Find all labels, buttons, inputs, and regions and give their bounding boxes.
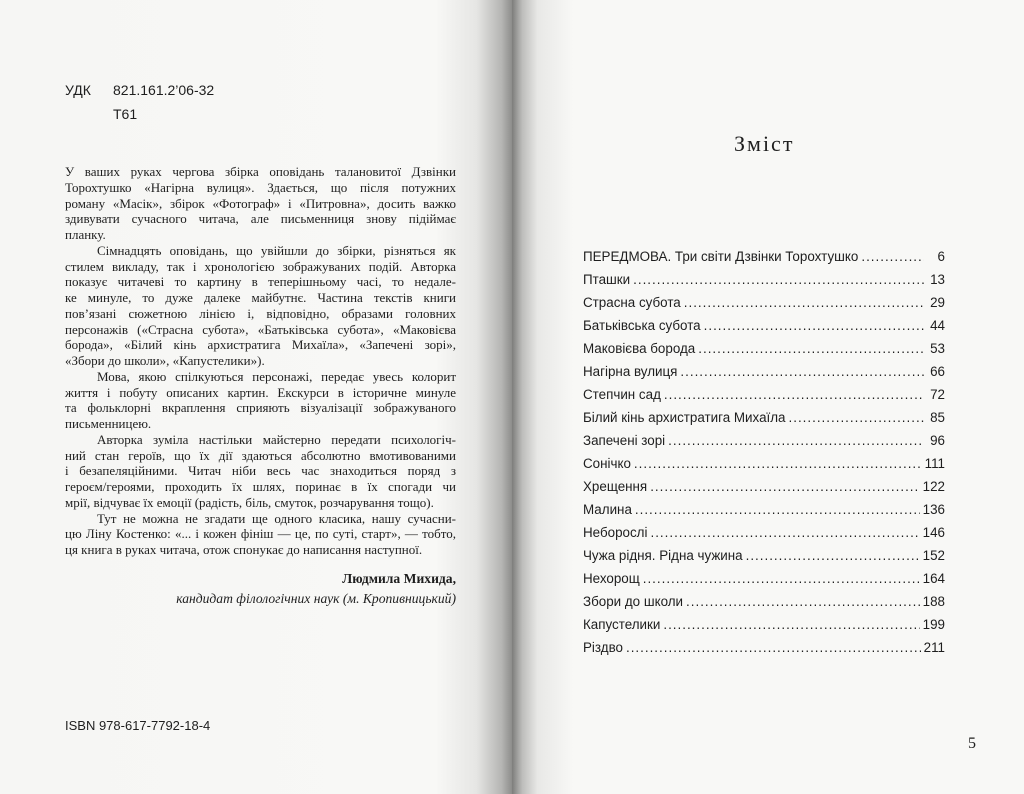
paragraph-line: планку. [65,227,106,242]
signature [176,569,456,609]
paragraph-line: героєм/героями, проходить їх шлях, поринає в їх спогади чи [65,479,456,494]
paragraph-line: Сімнадцять оповідань, що увійшли до збірки, різняться як [97,242,456,258]
toc-entry-title: Нехорощ [583,571,640,586]
toc-leader-dots [634,456,922,471]
toc-leader-dots [686,594,920,609]
paragraph-line: та фольклорні вкраплення сприяють візуалізації зображуваного [65,400,456,416]
udk-value: 821.161.2’06-32 [113,82,215,98]
toc-entry [583,272,945,295]
toc-entry-page: 199 [922,617,945,632]
toc-entry [583,410,945,433]
toc-entry-page: 152 [922,548,945,563]
annotation-text [65,164,456,558]
paragraph-line: пов’язані сюжетною лінією і, відповідно, образами головних [65,305,456,321]
toc-entry-title: Запечені зорі [583,433,666,448]
toc-entry-title: Збори до школи [583,594,684,609]
toc-leader-dots [650,479,919,494]
toc-entry-title: Малина [583,502,632,517]
toc-entry [583,295,945,318]
toc-entry-title: Чужа рідня. Рідна чужина [583,548,743,563]
paragraph-line: мрії, відчуває їх емоції (радість, біль, смуток, розчарування тощо). [65,494,434,510]
toc-entry [583,502,945,525]
toc-entry-title: Пташки [583,272,631,287]
toc-entry-page: 44 [930,318,945,333]
paragraph-line: Авторка зуміла настільки майстерно передати психологіч- [97,431,456,447]
toc-entry-title: Капустелики [583,617,661,632]
paragraph-line: ний стан героїв, що їх дії здаються абсолютно вмотивованими [65,447,456,463]
toc-entry-page: 53 [930,341,945,356]
toc-entry [583,364,945,387]
toc-entry-page: 85 [930,410,945,425]
toc-leader-dots [643,571,920,586]
toc-entry [583,617,945,640]
paragraph-line: борода», «Білий кінь архистратига Михаїла», «Запечені зорі», [65,337,456,353]
toc-entry-page: 188 [922,594,945,609]
toc-entry [583,387,945,410]
toc-entry-title: Маковієва борода [583,341,696,356]
toc-leader-dots [663,617,919,632]
paragraph-line: і безапеляційними. Читач ніби весь час знаходиться поряд з [65,463,456,479]
toc-entry [583,433,945,456]
page-number: 5 [968,735,976,752]
toc-entry [583,594,945,617]
toc-leader-dots [861,249,924,264]
toc-entry-title: Батьківська субота [583,318,701,333]
toc-entry-page: 13 [930,272,945,287]
udk-block [65,78,214,126]
toc-entry [583,249,945,272]
isbn: ISBN 978-617-7792-18-4 [65,718,211,733]
toc-leader-dots [664,387,924,402]
toc-entry-page: 136 [922,502,945,517]
toc-leader-dots [680,364,924,379]
toc-entry-page: 164 [922,571,945,586]
toc-entry-page: 66 [930,364,945,379]
paragraph-line: Мова, якою спілкуються персонажі, передає увесь колорит [97,368,456,384]
toc-leader-dots [684,295,924,310]
toc-entry-title: Сонічко [583,456,631,471]
toc-entry [583,548,945,571]
toc-entry-title: Нагірна вулиця [583,364,678,379]
toc-entry [583,571,945,594]
toc-entry-title: Степчин сад [583,387,661,402]
table-of-contents [583,249,945,663]
toc-entry-page: 96 [930,433,945,448]
toc-entry [583,318,945,341]
toc-entry-page: 211 [923,640,945,655]
toc-entry-page: 72 [930,387,945,402]
toc-entry-title: Білий кінь архистратига Михаїла [583,410,786,425]
toc-leader-dots [633,272,924,287]
toc-entry-title: Неборослі [583,525,648,540]
paragraph-line: стилем викладу, так і хронологією зображуваних подій. Авторка [65,258,456,274]
paragraph-line: життя і побуту описаних картин. Екскурси в історичне минуле [65,384,456,400]
paragraph-line: ця книга в руках читача, отож спонукає до написання наступної. [65,542,423,557]
toc-entry-page: 111 [924,456,945,471]
toc-leader-dots [704,318,924,333]
toc-leader-dots [626,640,921,655]
toc-entry [583,341,945,364]
toc-entry-title: ПЕРЕДМОВА. Три світи Дзвінки Торохтушко [583,249,859,264]
toc-entry [583,525,945,548]
toc-entry [583,456,945,479]
toc-leader-dots [789,410,924,425]
paragraph-line: цю Ліну Костенко: «... і кожен фініш — це, по суті, старт», — тобто, [65,526,456,542]
paragraph-line: письменницею. [65,416,152,431]
author-mark: Т61 [113,106,138,122]
toc-leader-dots [635,502,920,517]
signature-name: Людмила Михида, [342,571,456,586]
paragraph-line: ке минуле, то дуже далеке майбутнє. Частина текстів книги [65,290,456,305]
toc-leader-dots [746,548,920,563]
paragraph-line: персонажів («Страсна субота», «Батьківська субота», «Маковієва [65,321,456,337]
toc-entry [583,640,945,663]
toc-entry [583,479,945,502]
toc-entry-title: Різдво [583,640,623,655]
paragraph-line: показує читачеві то картину в теперішньому часі, то недале- [65,274,456,290]
toc-entry-title: Страсна субота [583,295,681,310]
paragraph-line: роману «Масік», збірок «Фотограф» і «Питровна», досить важко [65,195,456,211]
toc-entry-page: 122 [922,479,945,494]
toc-entry-title: Хрещення [583,479,648,494]
paragraph-line: «Збори до школи», «Капустелики»). [65,353,265,368]
toc-leader-dots [668,433,924,448]
paragraph-line: Торохтушко «Нагірна вулиця». Здається, що після потужних [65,179,456,195]
toc-entry-page: 29 [930,295,945,310]
toc-title: Зміст [734,131,795,156]
paragraph-line: Тут не можна не згадати ще одного класика, нашу сучасни- [97,510,456,526]
paragraph-line: У ваших руках чергова збірка оповідань талановитої Дзвінки [65,164,456,179]
toc-entry-page: 6 [937,249,945,264]
paragraph-line: здивувати сучасного читача, але письменниця знову підіймає [65,211,456,227]
toc-entry-page: 146 [922,525,945,540]
toc-leader-dots [698,341,924,356]
toc-leader-dots [650,525,919,540]
udk-label: УДК [65,82,91,98]
signature-title: кандидат філологічних наук (м. Кропивницький) [176,591,456,606]
